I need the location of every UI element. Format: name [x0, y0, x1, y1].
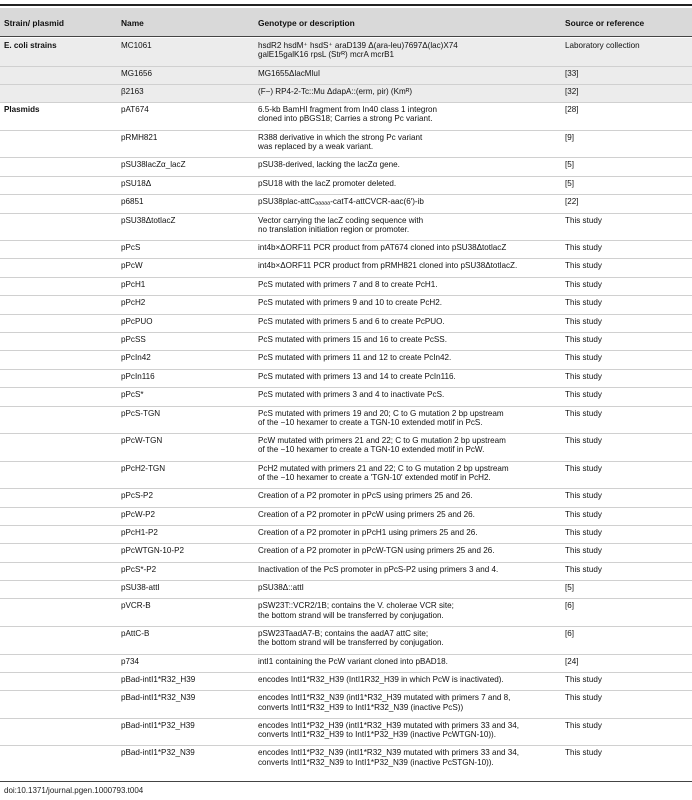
row-divider — [0, 240, 692, 241]
row-divider — [0, 213, 692, 214]
row-divider — [0, 130, 692, 131]
row-source: This study — [565, 261, 602, 271]
row-source: This study — [565, 463, 602, 473]
doi-caption: doi:10.1371/journal.pgen.1000793.t004 — [4, 786, 144, 795]
row-name: pPcW-P2 — [121, 509, 156, 519]
row-description: PcS mutated with primers 11 and 12 to create PcIn42. — [258, 353, 452, 363]
row-source: [6] — [565, 601, 574, 611]
row-divider — [0, 718, 692, 719]
header-genotype: Genotype or description — [258, 18, 355, 28]
row-description: converts IntI1*R32_H39 to IntI1*P32_H39 (inactive PcWTGN-10)). — [258, 730, 496, 740]
row-name: pPcIn42 — [121, 353, 151, 363]
row-source: This study — [565, 371, 602, 381]
row-name: pSU38ΔtotlacZ — [121, 215, 176, 225]
row-description: PcS mutated with primers 3 and 4 to inactivate PcS. — [258, 390, 445, 400]
row-divider — [0, 461, 692, 462]
row-description: pSW23TaadA7-B; contains the aadA7 attC site; — [258, 629, 429, 639]
row-name: pPcH2 — [121, 298, 146, 308]
row-description: PcS mutated with primers 9 and 10 to create PcH2. — [258, 298, 442, 308]
row-name: pSU18Δ — [121, 178, 152, 188]
row-divider — [0, 369, 692, 370]
row-description: pSW23T::VCR2/1B; contains the V. cholerae VCR site; — [258, 601, 454, 611]
row-description: PcS mutated with primers 19 and 20; C to G mutation 2 bp upstream — [258, 408, 504, 418]
row-description: encodes IntI1*R32_N39 (intI1*R32_H39 mutated with primers 7 and 8, — [258, 693, 511, 703]
row-source: [32] — [565, 86, 579, 96]
row-description: of the −10 hexamer to create a TGN-10 extended motif in PcW. — [258, 445, 485, 455]
row-description: Vector carrying the lacZ coding sequence with — [258, 215, 424, 225]
row-name: pPcS — [121, 243, 141, 253]
row-description: Inactivation of the PcS promoter in pPcS-P2 using primers 3 and 4. — [258, 564, 499, 574]
row-source: [5] — [565, 583, 574, 593]
row-source: Laboratory collection — [565, 41, 640, 50]
row-description: Creation of a P2 promoter in pPcH1 using primers 25 and 26. — [258, 527, 478, 537]
row-divider — [0, 580, 692, 581]
row-name: pPcW-TGN — [121, 436, 163, 446]
row-divider — [0, 102, 692, 103]
row-source: [9] — [565, 132, 574, 142]
row-source: This study — [565, 693, 602, 703]
row-description: pSU38-derived, lacking the lacZα gene. — [258, 160, 400, 170]
row-divider — [0, 433, 692, 434]
row-description: MG1655ΔlacMluI — [258, 68, 321, 78]
row-divider — [0, 157, 692, 158]
row-name: pPcS* — [121, 390, 144, 400]
row-divider — [0, 507, 692, 508]
row-description: of the −10 hexamer to create a 'TGN-10' extended motif in PcH2. — [258, 472, 491, 482]
row-name: pBad-intI1*P32_H39 — [121, 720, 195, 730]
row-source: This study — [565, 674, 602, 684]
row-description: (F−) RP4-2-Tc::Mu ΔdapA::(erm, pir) (Kmᴿ) — [258, 86, 413, 96]
row-source: This study — [565, 491, 602, 501]
row-description: the bottom strand will be transferred by conjugation. — [258, 638, 444, 648]
row-divider — [0, 277, 692, 278]
row-description: PcS mutated with primers 5 and 6 to create PcPUO. — [258, 316, 445, 326]
row-source: This study — [565, 720, 602, 730]
row-divider — [0, 745, 692, 746]
row-divider — [0, 626, 692, 627]
row-source: This study — [565, 316, 602, 326]
row-source: This study — [565, 546, 602, 556]
row-name: pRMH821 — [121, 132, 158, 142]
table-header-rule — [0, 36, 692, 37]
row-name: pPcPUO — [121, 316, 153, 326]
row-source: This study — [565, 564, 602, 574]
row-divider — [0, 66, 692, 67]
row-name: MG1656 — [121, 68, 153, 78]
row-source: [22] — [565, 197, 579, 207]
row-divider — [0, 406, 692, 407]
table-bottom-rule — [0, 781, 692, 782]
row-source: This study — [565, 279, 602, 289]
row-description: intI1 containing the PcW variant cloned into pBAD18. — [258, 656, 448, 666]
row-source: [33] — [565, 68, 579, 78]
row-source: This study — [565, 353, 602, 363]
header-name: Name — [121, 18, 144, 28]
row-name: MC1061 — [121, 41, 152, 50]
row-divider — [0, 332, 692, 333]
row-description: pSU38plac-attCₐₐₐₐₐ-catT4-attCVCR-aac(6′)-ib — [258, 197, 424, 207]
row-divider — [0, 176, 692, 177]
row-name: p6851 — [121, 197, 144, 207]
row-description: PcH2 mutated with primers 21 and 22; C to G mutation 2 bp upstream — [258, 463, 509, 473]
row-name: pSU38lacZα_lacZ — [121, 160, 186, 170]
row-description: of the −10 hexamer to create a TGN-10 extended motif in PcS. — [258, 417, 483, 427]
row-divider — [0, 488, 692, 489]
row-description: int4b×ΔORF11 PCR product from pRMH821 cloned into pSU38ΔtotlacZ. — [258, 261, 518, 271]
row-description: Creation of a P2 promoter in pPcS using primers 25 and 26. — [258, 491, 473, 501]
row-description: pSU18 with the lacZ promoter deleted. — [258, 178, 397, 188]
row-name: β2163 — [121, 86, 144, 96]
row-divider — [0, 525, 692, 526]
row-name: pPcS-TGN — [121, 408, 161, 418]
row-source: [6] — [565, 629, 574, 639]
row-description: PcS mutated with primers 7 and 8 to create PcH1. — [258, 279, 438, 289]
row-description: encodes IntI1*R32_H39 (IntI1R32_H39 in which PcW is inactivated). — [258, 674, 504, 684]
row-divider — [0, 690, 692, 691]
row-divider — [0, 194, 692, 195]
row-name: pPcS-P2 — [121, 491, 153, 501]
row-name: pVCR-B — [121, 601, 151, 611]
row-description: no translation initiation region or promoter. — [258, 224, 410, 234]
row-name: pPcH2-TGN — [121, 463, 166, 473]
row-divider — [0, 350, 692, 351]
row-source: This study — [565, 215, 602, 225]
row-source: [28] — [565, 105, 579, 115]
row-name: pPcH1 — [121, 279, 146, 289]
row-name: pPcW — [121, 261, 143, 271]
row-source: This study — [565, 748, 602, 758]
row-divider — [0, 258, 692, 259]
row-description: galE15galK16 rpsL (Strᴿ) mcrA mcrB1 — [258, 50, 395, 60]
row-source: This study — [565, 408, 602, 418]
row-divider — [0, 543, 692, 544]
row-divider — [0, 654, 692, 655]
header-strain-plasmid: Strain/ plasmid — [4, 18, 65, 28]
section-label: Plasmids — [4, 105, 40, 115]
row-description: the bottom strand will be transferred by conjugation. — [258, 610, 444, 620]
row-description: R388 derivative in which the strong Pc variant — [258, 132, 423, 142]
row-name: pPcIn116 — [121, 371, 155, 381]
row-source: This study — [565, 335, 602, 344]
row-description: was replaced by a weak variant. — [258, 142, 374, 152]
row-name: pBad-intI1*R32_N39 — [121, 693, 196, 703]
row-source: This study — [565, 390, 602, 400]
row-source: [5] — [565, 160, 574, 170]
row-name: pSU38-attI — [121, 583, 160, 593]
row-divider — [0, 672, 692, 673]
row-name: pPcS*-P2 — [121, 564, 157, 574]
row-description: encodes IntI1*P32_H39 (intI1*R32_H39 mutated with primers 33 and 34, — [258, 720, 519, 730]
row-source: This study — [565, 436, 602, 446]
row-name: p734 — [121, 656, 140, 666]
row-description: Creation of a P2 promoter in pPcW-TGN using primers 25 and 26. — [258, 546, 495, 556]
section-label: E. coli strains — [4, 41, 57, 50]
row-description: PcW mutated with primers 21 and 22; C to G mutation 2 bp upstream — [258, 436, 506, 446]
row-description: encodes IntI1*P32_N39 (intI1*R32_N39 mutated with primers 33 and 34, — [258, 748, 519, 758]
row-description: converts IntI1*R32_H39 to IntI1*R32_N39 (inactive PcS)) — [258, 702, 464, 712]
row-source: This study — [565, 298, 602, 308]
row-divider — [0, 314, 692, 315]
row-source: This study — [565, 527, 602, 537]
row-description: cloned into pBGS18; Carries a strong Pc variant. — [258, 114, 433, 124]
row-description: PcS mutated with primers 15 and 16 to create PcSS. — [258, 335, 447, 344]
row-description: pSU38Δ::attI — [258, 583, 304, 593]
row-name: pAT674 — [121, 105, 149, 115]
row-name: pAttC-B — [121, 629, 150, 639]
row-name: pPcH1-P2 — [121, 527, 158, 537]
row-description: hsdR2 hsdM⁺ hsdS⁺ araD139 Δ(ara-leu)7697Δ(lac)X74 — [258, 41, 458, 50]
header-source: Source or reference — [565, 18, 645, 28]
row-divider — [0, 562, 692, 563]
row-divider — [0, 387, 692, 388]
row-name: pBad-intI1*R32_H39 — [121, 674, 196, 684]
row-name: pPcSS — [121, 335, 146, 344]
row-source: This study — [565, 243, 602, 253]
row-description: int4b×ΔORF11 PCR product from pAT674 cloned into pSU38ΔtotlacZ — [258, 243, 507, 253]
row-description: 6.5-kb BamHI fragment from In40 class 1 integron — [258, 105, 438, 115]
row-source: This study — [565, 509, 602, 519]
row-description: Creation of a P2 promoter in pPcW using primers 25 and 26. — [258, 509, 475, 519]
row-divider — [0, 598, 692, 599]
row-divider — [0, 84, 692, 85]
row-source: [5] — [565, 178, 574, 188]
row-name: pPcWTGN-10-P2 — [121, 546, 184, 556]
row-name: pBad-intI1*P32_N39 — [121, 748, 195, 758]
row-description: converts IntI1*R32_N39 to IntI1*P32_N39 (inactive PcSTGN-10)). — [258, 757, 494, 767]
table-top-rule — [0, 4, 692, 6]
row-description: PcS mutated with primers 13 and 14 to create PcIn116. — [258, 371, 456, 381]
row-divider — [0, 295, 692, 296]
row-source: [24] — [565, 656, 579, 666]
